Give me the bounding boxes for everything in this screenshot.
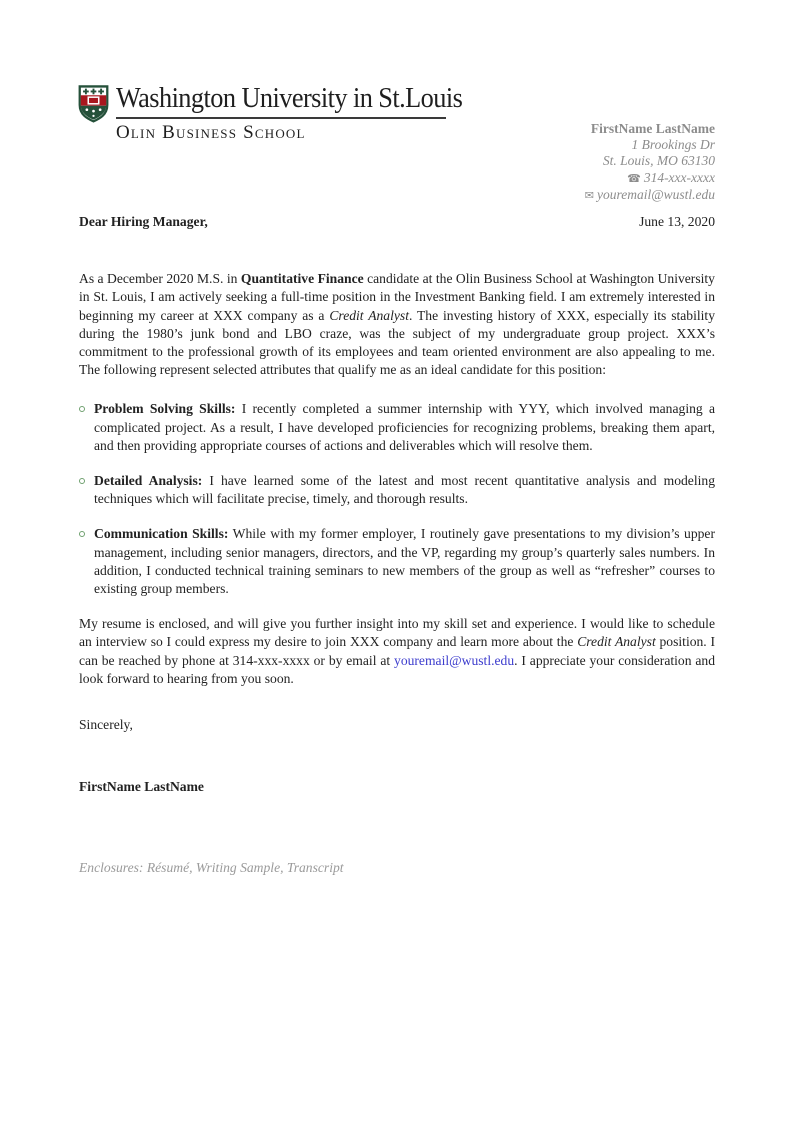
text-segment: My resume is enclosed, and will give you further insight into my skill set and experience. I would like to schedule an interview so I could express my desire to join XXX company and learn more about the [79, 616, 715, 650]
skill-label: Detailed Analysis: [94, 473, 203, 489]
salutation: Dear Hiring Manager, [79, 214, 208, 229]
enclosures-note: Enclosures: Résumé, Writing Sample, Transcript [79, 860, 344, 876]
email-link[interactable]: youremail@wustl.edu [394, 652, 515, 668]
circle-bullet-icon [79, 531, 85, 537]
logo-divider [116, 117, 446, 119]
letter-body [79, 213, 715, 878]
text-segment: position. I can be reached by phone at 314-xxx-xxxx or by email at [79, 634, 716, 668]
skills-list [79, 400, 715, 598]
signature-name: FirstName LastName [79, 779, 204, 795]
skill-item-detailed-analysis [79, 472, 715, 508]
opening-paragraph [79, 270, 715, 379]
skill-label: Communication Skills: [94, 526, 229, 542]
text-segment: . The investing history of XXX, especially its stability during the 1980’s junk bond and LBO craze, was the subject of my undergraduate group project. XXX’s commitment to the professional growth of its employees and team oriented environment are also appealing to me. The following represent selected attributes that qualify me as an ideal candidate for this position: [79, 307, 716, 378]
salutation-row [79, 213, 715, 231]
sender-address-line1: 1 Brookings Dr [631, 137, 715, 153]
skill-text: I have learned some of the latest and most recent quantitative analysis and modeling techniques which will facilitate precise, timely, and thorough results. [94, 473, 715, 507]
sender-name: FirstName LastName [590, 121, 715, 136]
text-segment: As a December 2020 M.S. in [79, 271, 241, 287]
text-segment: Quantitative Finance [240, 271, 364, 287]
sender-address-line2: St. Louis, MO 63130 [602, 153, 715, 169]
text-segment: Credit Analyst [577, 634, 656, 650]
sender-contact-block [585, 121, 715, 204]
skill-text: I recently completed a summer internship with YYY, which involved managing a complicated project. As a result, I have developed proficiencies for recognizing problems, breaking them apart, and then providing appropriate courses of actions and deliverables which will resolve them. [94, 401, 715, 453]
phone-icon: ☎ [627, 171, 641, 185]
circle-bullet-icon [79, 406, 85, 412]
skill-item-communication [79, 525, 715, 598]
sender-phone: 314-xxx-xxxx [643, 169, 715, 185]
school-name: Olin Business School [116, 121, 306, 143]
logo-text [116, 84, 484, 143]
university-name: Washington University in St.Louis [116, 83, 463, 114]
sender-email: youremail@wustl.edu [596, 186, 715, 202]
closing-paragraph [79, 615, 715, 688]
sender-email-row [585, 187, 715, 204]
sender-phone-row [585, 170, 715, 187]
university-logo [78, 84, 484, 143]
skill-item-problem-solving [79, 400, 715, 455]
skill-label: Problem Solving Skills: [94, 401, 236, 417]
valediction: Sincerely, [79, 717, 133, 733]
text-segment: Credit Analyst [329, 307, 409, 323]
circle-bullet-icon [79, 478, 85, 484]
letter-date: June 13, 2020 [639, 214, 715, 229]
washu-crest-icon [78, 85, 109, 123]
text-segment: candidate at the Olin Business School at Washington University in St. Louis, I am actively seeking a full-time position in the Investment Banking field. I am extremely interested in beginning my career at XXX company as a [79, 271, 715, 323]
envelope-icon: ✉ [584, 188, 594, 202]
skill-text: While with my former employer, I routinely gave presentations to my division’s upper management, including senior managers, directors, and the VP, regarding my group’s quarterly sales numbers. In addition, I conducted technical training seminars to new members of the group as well as “refresher” courses to existing group members. [94, 526, 715, 597]
text-segment: . I appreciate your consideration and look forward to hearing from you soon. [79, 652, 715, 686]
